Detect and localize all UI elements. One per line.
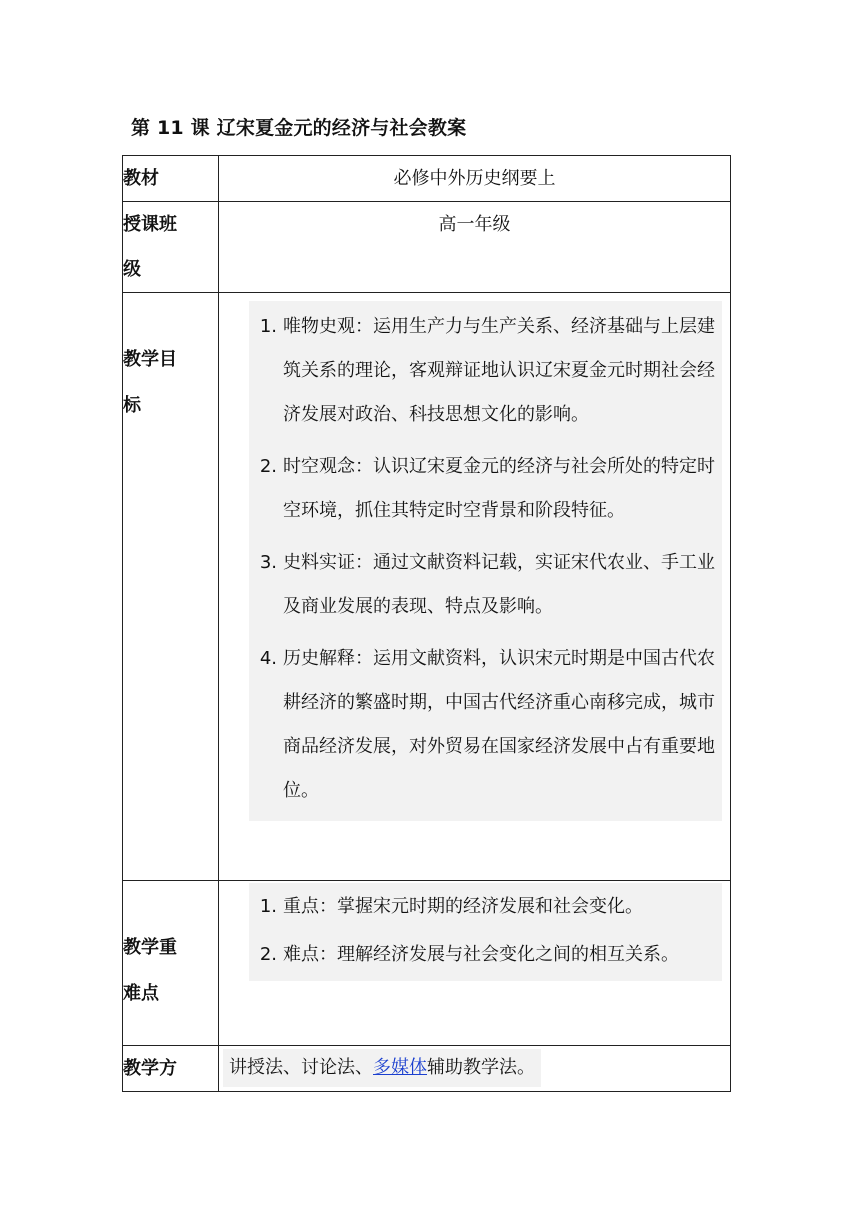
label-text: 教学方 bbox=[123, 1058, 177, 1079]
list-text: 时空观念：认识辽宋夏金元的经济与社会所处的特定时空环境，抓住其特定时空背景和阶段特征。 bbox=[283, 456, 715, 521]
list-number: 3. bbox=[259, 552, 277, 573]
list-text: 重点：掌握宋元时期的经济发展和社会变化。 bbox=[283, 896, 643, 917]
label-line: 教学重 bbox=[123, 937, 177, 958]
label-line: 难点 bbox=[123, 983, 159, 1004]
lesson-plan-table bbox=[122, 155, 731, 1092]
list-text: 史料实证：通过文献资料记载，实证宋代农业、手工业及商业发展的表现、特点及影响。 bbox=[283, 552, 715, 617]
methods-text-before: 讲授法、讨论法、 bbox=[229, 1057, 373, 1078]
label-text: 教材 bbox=[123, 168, 159, 189]
multimedia-link[interactable]: 多媒体 bbox=[373, 1057, 427, 1078]
textbook-cell bbox=[219, 156, 731, 202]
row-label-methods bbox=[123, 1046, 219, 1092]
key-points-list bbox=[249, 885, 722, 977]
label-line: 级 bbox=[123, 259, 141, 280]
row-label-key-points bbox=[123, 881, 219, 1046]
row-label-textbook bbox=[123, 156, 219, 202]
methods-text-after: 辅助教学法。 bbox=[427, 1057, 535, 1078]
list-item bbox=[249, 305, 722, 437]
class-cell bbox=[219, 202, 731, 293]
list-item bbox=[249, 885, 722, 929]
goals-list bbox=[249, 305, 722, 813]
list-item bbox=[249, 637, 722, 813]
class-value: 高一年级 bbox=[438, 214, 511, 235]
table-row-textbook bbox=[123, 156, 731, 202]
list-item bbox=[249, 445, 722, 533]
list-text: 唯物史观：运用生产力与生产关系、经济基础与上层建筑关系的理论，客观辩证地认识辽宋夏金元时期社会经济发展对政治、科技思想文化的影响。 bbox=[283, 316, 715, 425]
label-line: 标 bbox=[123, 395, 141, 416]
list-text: 难点：理解经济发展与社会变化之间的相互关系。 bbox=[283, 944, 679, 965]
list-number: 1. bbox=[259, 896, 277, 917]
list-text: 历史解释：运用文献资料，认识宋元时期是中国古代农耕经济的繁盛时期，中国古代经济重心南移完成，城市商品经济发展，对外贸易在国家经济发展中占有重要地位。 bbox=[283, 648, 715, 801]
goals-cell bbox=[219, 293, 731, 881]
row-label-class bbox=[123, 202, 219, 293]
list-number: 4. bbox=[259, 648, 277, 669]
textbook-value: 必修中外历史纲要上 bbox=[393, 168, 556, 189]
goals-list-box bbox=[249, 301, 722, 821]
table-row-key-points bbox=[123, 881, 731, 1046]
table-row-class bbox=[123, 202, 731, 293]
label-line: 授课班 bbox=[123, 214, 177, 235]
row-label-goals bbox=[123, 293, 219, 881]
list-number: 1. bbox=[259, 316, 277, 337]
methods-cell bbox=[219, 1046, 731, 1092]
table-row-goals bbox=[123, 293, 731, 881]
table-row-methods bbox=[123, 1046, 731, 1092]
methods-text bbox=[223, 1049, 541, 1087]
list-item bbox=[249, 933, 722, 977]
document-title: 第 11 课 辽宋夏金元的经济与社会教案 bbox=[131, 117, 467, 139]
label-line: 教学目 bbox=[123, 349, 177, 370]
list-number: 2. bbox=[259, 456, 277, 477]
list-number: 2. bbox=[259, 944, 277, 965]
key-points-cell bbox=[219, 881, 731, 1046]
key-points-list-box bbox=[249, 883, 722, 981]
list-item bbox=[249, 541, 722, 629]
